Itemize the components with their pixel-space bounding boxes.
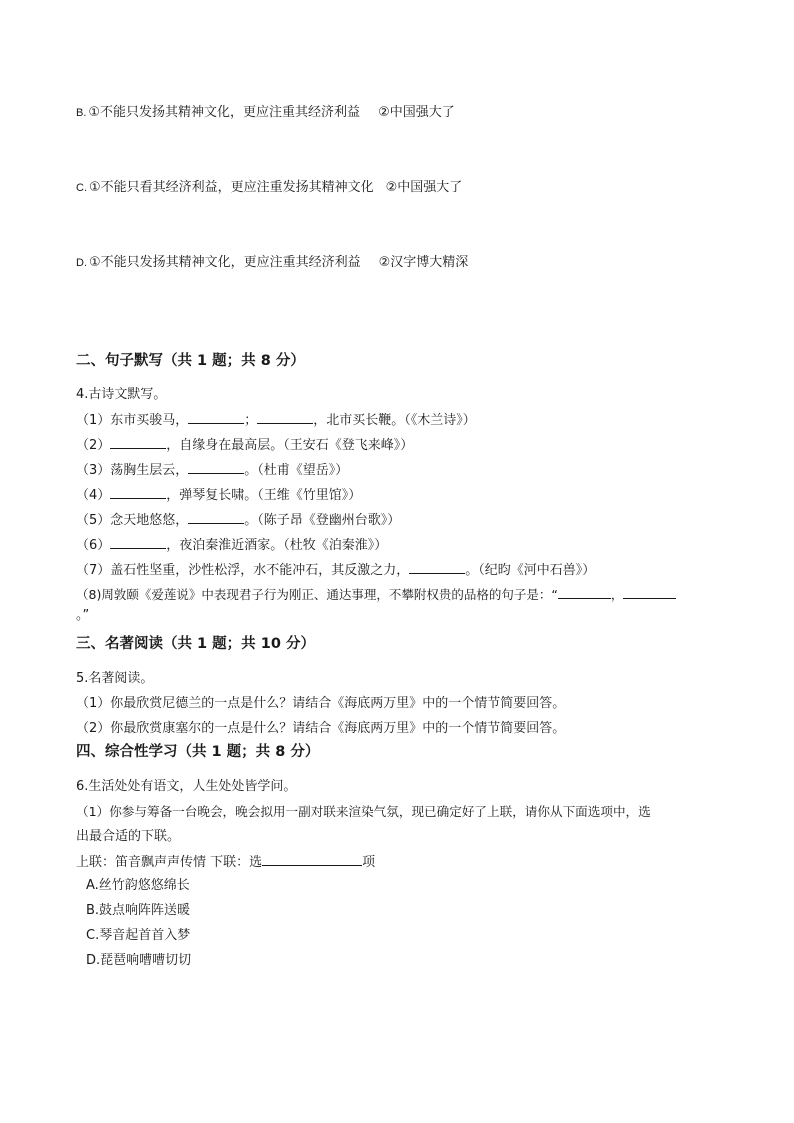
- answer-blank[interactable]: [262, 853, 362, 866]
- option-c: [76, 179, 462, 197]
- q4-item-5: [76, 511, 400, 530]
- q5-item-1: （1）你最欣赏尼德兰的一点是什么？请结合《海底两万里》中的一个情节简要回答。: [76, 696, 566, 711]
- q4-item-2: [76, 436, 413, 455]
- option-b: [76, 104, 455, 122]
- choice-a: A.丝竹韵悠悠绵长: [86, 878, 190, 893]
- section-3-title: 三、名著阅读（共 1 题；共 10 分）: [76, 636, 315, 652]
- q4-item-5-text-a: （5）念天地悠悠，: [76, 513, 189, 528]
- answer-blank[interactable]: [110, 536, 166, 549]
- q4-item-8-text-a: （8)周敦颐《爱莲说》中表现君子行为刚正、通达事理，不攀附权贵的品格的句子是：“: [76, 587, 558, 602]
- couplet-text: 上联：笛音飘声声传情 下联：选: [76, 855, 263, 870]
- question-5: 5.名著阅读。: [76, 671, 154, 686]
- answer-blank[interactable]: [110, 486, 166, 499]
- q4-item-6-text-a: （6）: [76, 538, 111, 553]
- option-b-tail: ②中国强大了: [378, 105, 455, 120]
- q4-item-1-text-b: ；: [244, 413, 258, 428]
- q4-item-7-text-a: （7）盖石性坚重，沙性松浮，水不能冲石，其反激之力，: [76, 563, 410, 578]
- q4-item-8-text-b: ，: [610, 587, 624, 602]
- option-c-text: ①不能只看其经济利益，更应注重发扬其精神文化: [89, 180, 374, 195]
- choice-d: D.琵琶响嘈嘈切切: [86, 953, 192, 968]
- answer-blank[interactable]: [188, 511, 244, 524]
- q4-item-1-text-a: （1）东市买骏马，: [76, 413, 189, 428]
- question-4: 4.古诗文默写。: [76, 387, 167, 402]
- q4-item-7: [76, 561, 595, 580]
- answer-blank[interactable]: [188, 461, 244, 474]
- q6-prompt-line-2: 出最合适的下联。: [76, 829, 181, 844]
- question-6: 6.生活处处有语文，人生处处皆学问。: [76, 779, 297, 794]
- option-b-text: ①不能只发扬其精神文化，更应注重其经济利益: [88, 105, 361, 120]
- q4-item-6-text-b: ，夜泊秦淮近酒家。（杜牧《泊秦淮》）: [166, 538, 388, 553]
- q4-item-1: [76, 411, 476, 430]
- couplet-line: [76, 853, 375, 872]
- q4-item-8-ending: 。”: [76, 608, 90, 623]
- couplet-suffix: 项: [362, 855, 376, 870]
- option-c-tail: ②中国强大了: [385, 180, 463, 195]
- q4-item-6: [76, 536, 387, 555]
- answer-blank[interactable]: [409, 561, 465, 574]
- q4-item-3: [76, 461, 348, 480]
- q4-item-2-text-b: ，自缘身在最高层。（王安石《登飞来峰》）: [166, 438, 414, 453]
- section-4-title: 四、综合性学习（共 1 题；共 8 分）: [76, 744, 320, 760]
- q4-item-8: [76, 586, 676, 604]
- q4-item-7-text-b: 。（纪昀《河中石兽》）: [465, 563, 596, 578]
- option-d: [76, 254, 468, 272]
- q4-item-1-text-c: ，北市买长鞭。（《木兰诗》）: [313, 413, 476, 428]
- option-d-tail: ②汉字博大精深: [378, 255, 469, 270]
- q4-item-4-text-a: （4）: [76, 488, 111, 503]
- answer-blank[interactable]: [257, 411, 313, 424]
- answer-blank[interactable]: [623, 586, 676, 599]
- answer-blank[interactable]: [110, 436, 166, 449]
- option-b-label: B.: [76, 107, 87, 119]
- q4-item-3-text-b: 。（杜甫《望岳》）: [244, 463, 349, 478]
- section-2-title: 二、句子默写（共 1 题；共 8 分）: [76, 353, 305, 369]
- option-c-label: C.: [76, 182, 87, 194]
- q5-item-2: （2）你最欣赏康塞尔的一点是什么？请结合《海底两万里》中的一个情节简要回答。: [76, 721, 566, 736]
- option-d-text: ①不能只发扬其精神文化，更应注重其经济利益: [89, 255, 361, 270]
- option-d-label: D.: [76, 257, 87, 269]
- q4-item-3-text-a: （3）荡胸生层云，: [76, 463, 189, 478]
- choice-c: C.琴音起首首入梦: [86, 928, 191, 943]
- q4-item-4-text-b: ，弹琴复长啸。（王维《竹里馆》）: [166, 488, 362, 503]
- q6-prompt-line-1: （1）你参与筹备一台晚会，晚会拟用一副对联来渲染气氛，现已确定好了上联，请你从下面选项中，选: [76, 804, 651, 819]
- answer-blank[interactable]: [558, 586, 611, 599]
- choice-b: B.鼓点响阵阵送暖: [86, 903, 191, 918]
- answer-blank[interactable]: [188, 411, 244, 424]
- q4-item-5-text-b: 。（陈子昂《登幽州台歌》）: [244, 513, 401, 528]
- q4-item-4: [76, 486, 361, 505]
- q4-item-2-text-a: （2）: [76, 438, 111, 453]
